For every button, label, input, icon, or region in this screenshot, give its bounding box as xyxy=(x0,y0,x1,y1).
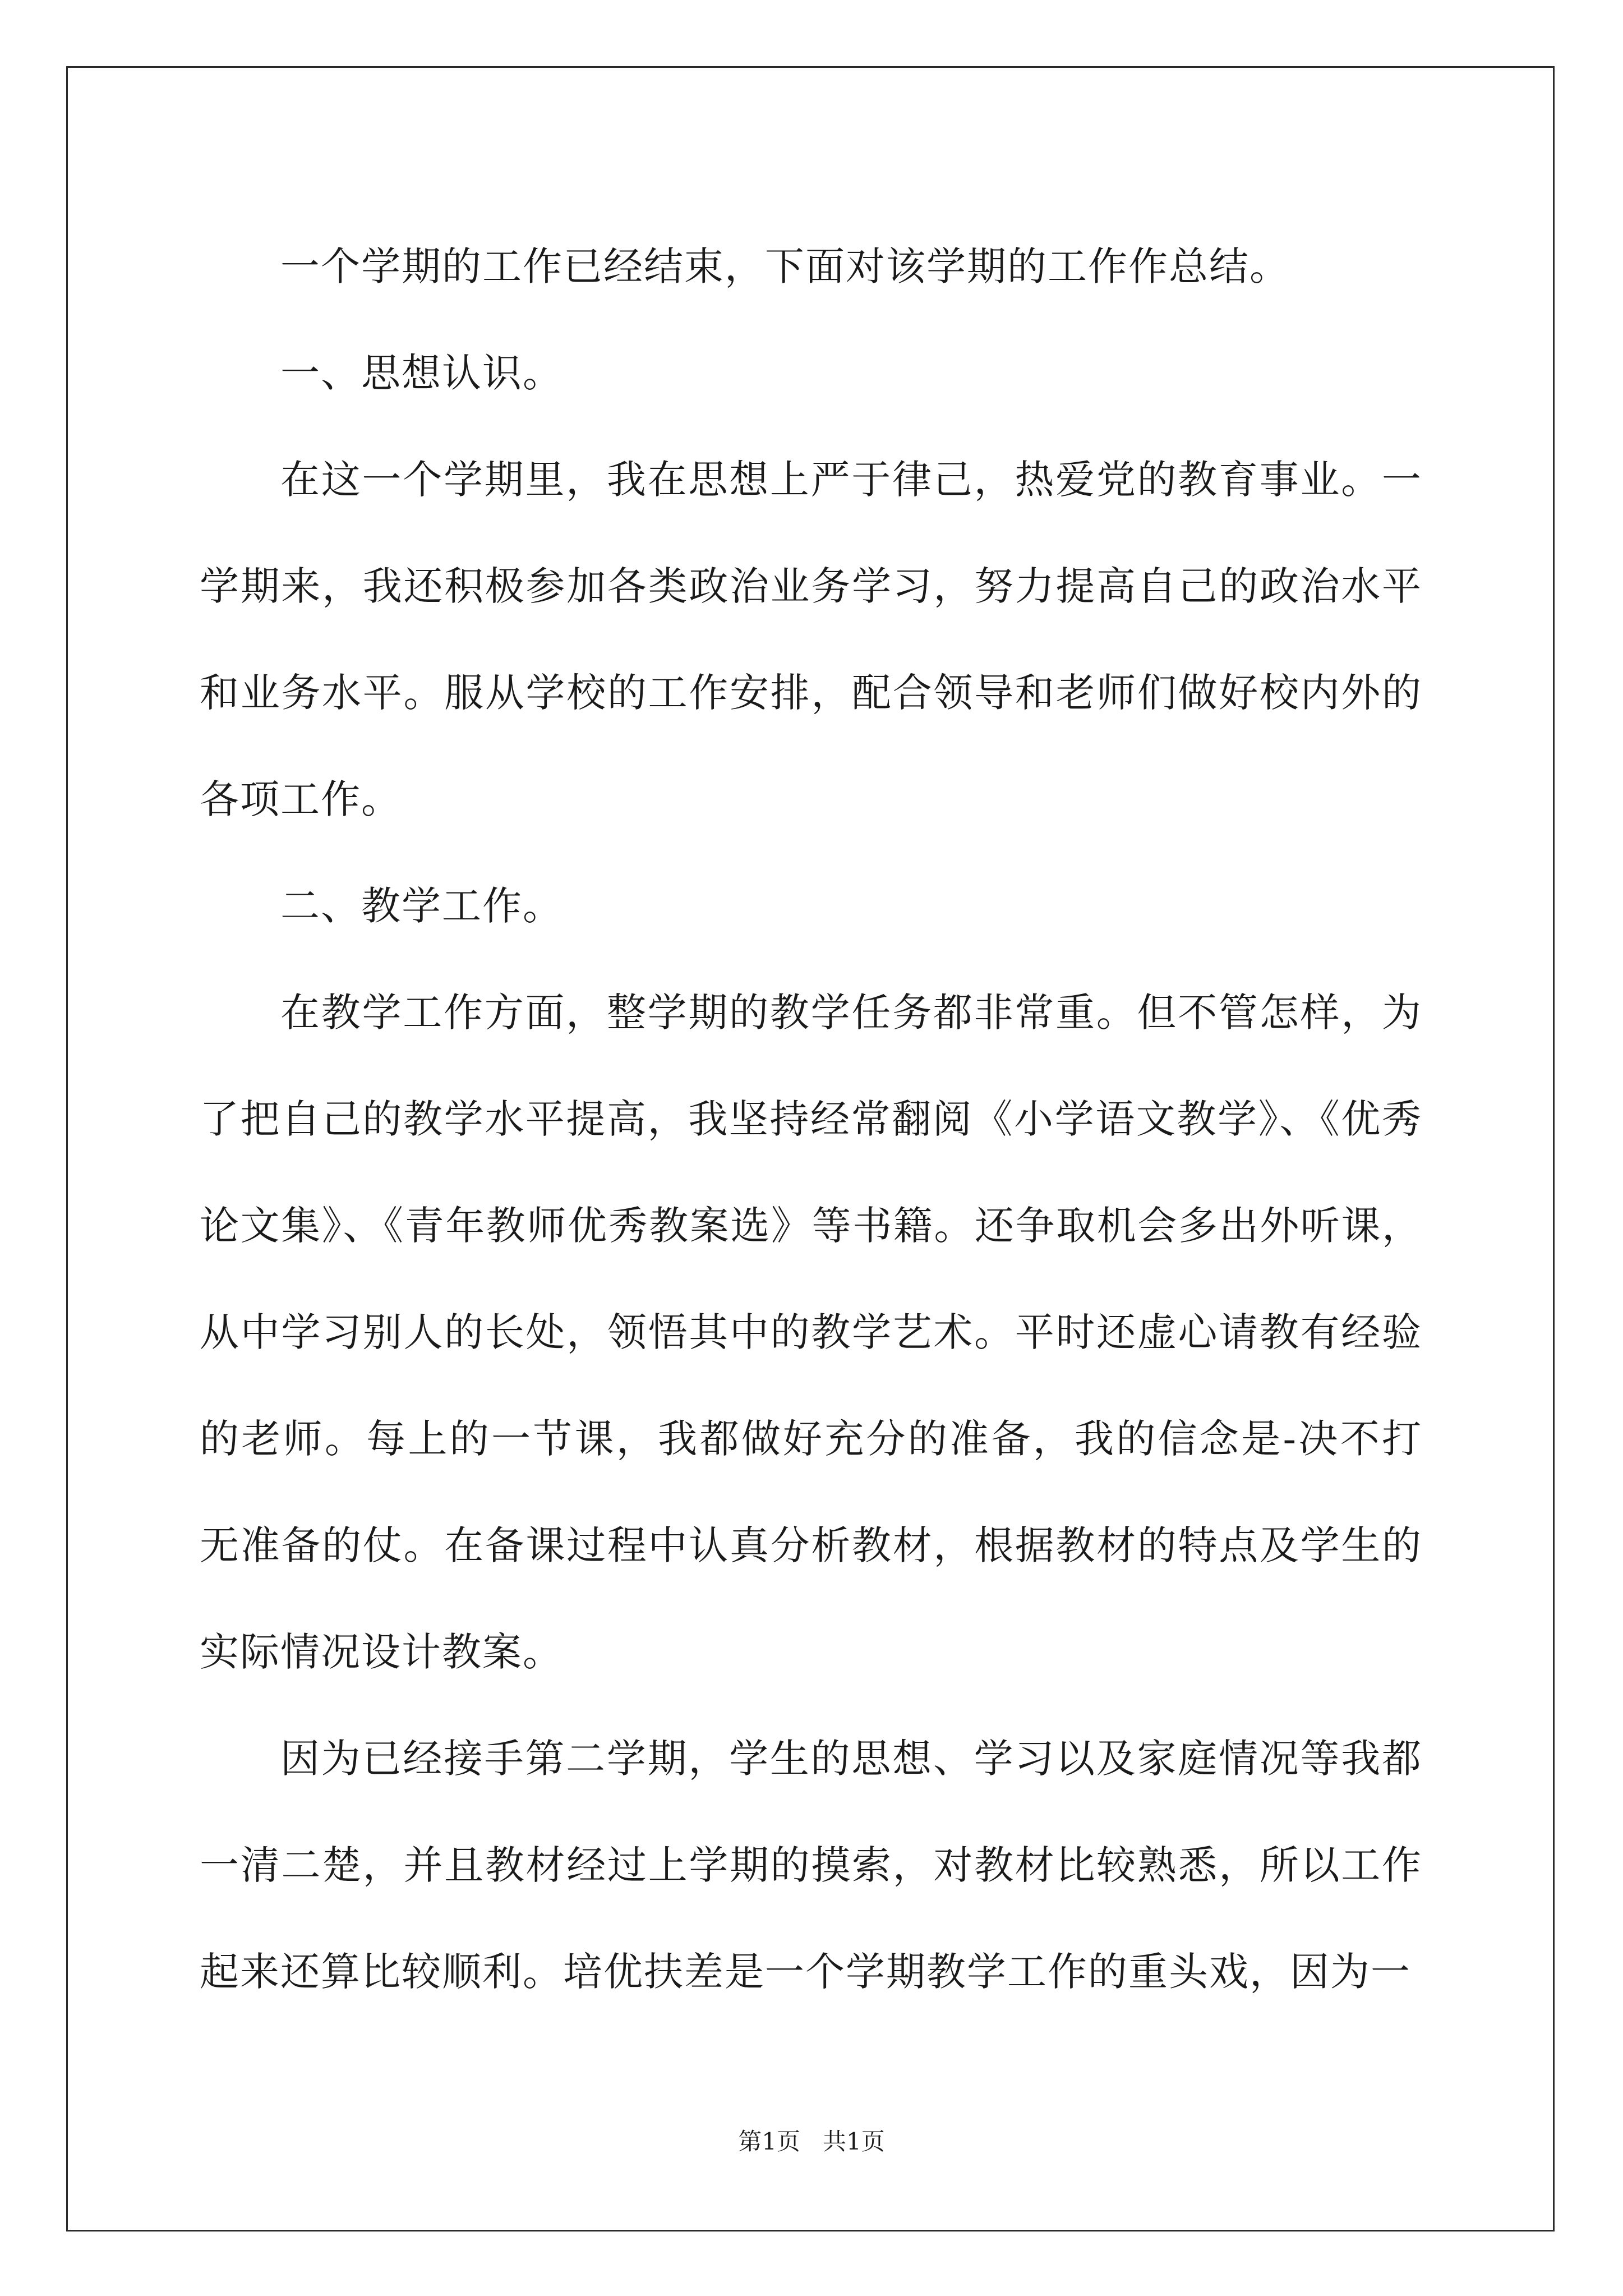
section-heading-teaching: 二、教学工作。 xyxy=(280,883,563,929)
page-total: 共1页 xyxy=(823,2128,885,2155)
page-footer xyxy=(0,2123,1623,2157)
section-heading-thought: 一、思想认识。 xyxy=(280,350,563,396)
document-body xyxy=(200,213,1422,2025)
paragraph-intro: 一个学期的工作已经结束，下面对该学期的工作作总结。 xyxy=(280,243,1290,289)
paragraph-thought: 在这一个学期里，我在思想上严于律己，热爱党的教育事业。一学期来，我还积极参加各类政治业务学习，努力提高自己的政治水平和业务水平。服从学校的工作安排，配合领导和老师们做好校内外的各项工作。 xyxy=(200,457,1422,822)
page-number: 第1页 xyxy=(738,2128,800,2155)
paragraph-teaching: 在教学工作方面，整学期的教学任务都非常重。但不管怎样，为了把自己的教学水平提高，我坚持经常翻阅《小学语文教学》、《优秀论文集》、《青年教师优秀教案选》等书籍。还争取机会多出外听课，从中学习别人的长处，领悟其中的教学艺术。平时还虚心请教有经验的老师。每上的一节课，我都做好充分的准备，我的信念是-决不打无准备的仗。在备课过程中认真分析教材，根据教材的特点及学生的实际情况设计教案。 xyxy=(200,990,1422,1675)
paragraph-second-term: 因为已经接手第二学期，学生的思想、学习以及家庭情况等我都一清二楚，并且教材经过上学期的摸索，对教材比较熟悉，所以工作起来还算比较顺利。培优扶差是一个学期教学工作的重头戏，因为一 xyxy=(200,1736,1422,1995)
